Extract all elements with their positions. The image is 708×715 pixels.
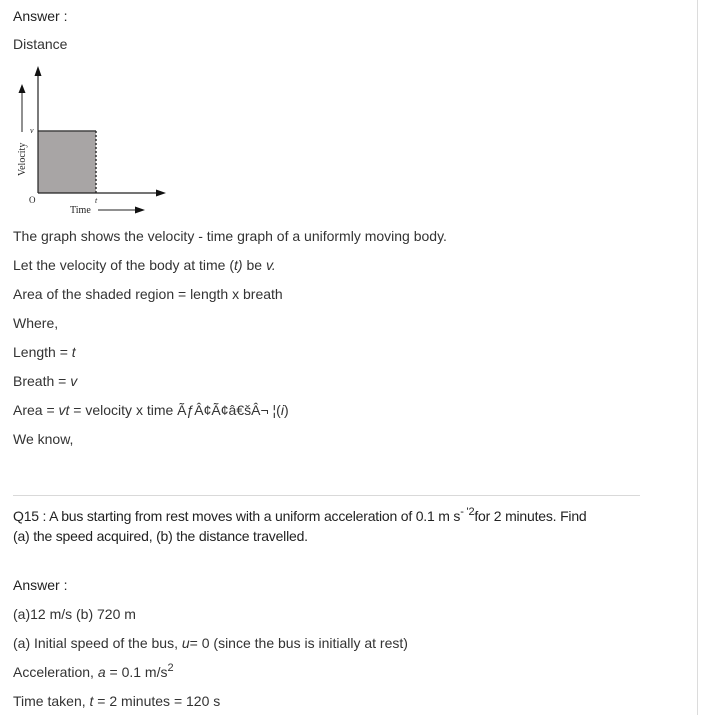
text-line: (a)12 m/s (b) 720 m (13, 606, 136, 622)
question-15-line2: (a) the speed acquired, (b) the distance travelled. (13, 528, 308, 544)
answer-value: Distance (13, 36, 68, 52)
text-line: Time taken, t = 2 minutes = 120 s (13, 693, 221, 709)
text-line: (a) Initial speed of the bus, u= 0 (since the bus is initially at rest) (13, 635, 408, 651)
answer-label: Answer : (13, 8, 68, 24)
question-15: Q15 : A bus starting from rest moves with a uniform acceleration of 0.1 m $s^{- '2}for$ 2 minutes. Find (13, 506, 587, 524)
text-line: Let the velocity of the body at time (t) be v. (13, 257, 276, 273)
text-line: Acceleration, a = 0.1 $m/s^2$ (13, 662, 174, 680)
page-right-border (697, 0, 698, 715)
text-line: Where, (13, 315, 59, 331)
text-line: Breath = v (13, 373, 78, 389)
svg-text:Time: Time (70, 205, 91, 216)
text-line: The graph shows the velocity - time graph of a uniformly moving body. (13, 228, 447, 244)
text-line: Area of the shaded region = length x breath (13, 286, 283, 302)
svg-text:v: v (30, 126, 34, 135)
svg-text:Velocity: Velocity (17, 142, 28, 176)
answer-label: Answer : (13, 577, 68, 593)
text-line: Length = t (13, 344, 76, 360)
svg-text:O: O (29, 195, 36, 205)
section-divider (13, 495, 640, 496)
svg-text:t: t (95, 196, 98, 205)
text-line: Area = vt = velocity x time ÃƒÂ¢Ã¢â€šÂ¬ ¦(i) (13, 402, 289, 418)
velocity-time-graph (10, 62, 180, 220)
text-line: We know, (13, 431, 74, 447)
question-number: Q15 : (13, 508, 47, 524)
